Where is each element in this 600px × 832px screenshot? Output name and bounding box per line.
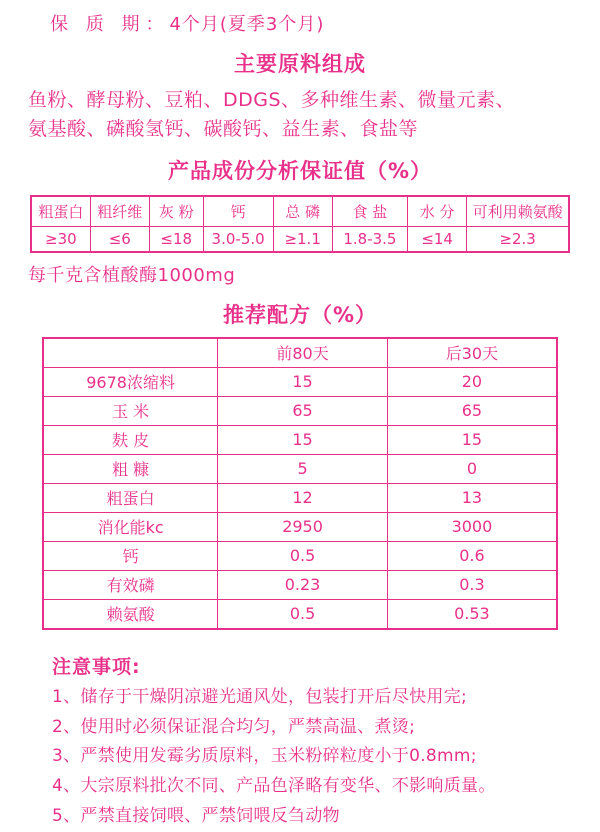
analysis-title: 产品成份分析保证值（%） xyxy=(167,158,433,183)
analysis-header-cell: 灰 粉 xyxy=(149,196,203,227)
formula-row-name: 粗蛋白 xyxy=(43,483,218,512)
formula-row-col2: 0.6 xyxy=(387,541,557,570)
phytase-note: 每千克含植酸酶1000mg xyxy=(28,264,236,286)
table-row xyxy=(43,425,557,454)
list-item: 2、使用时必须保证混合均匀，严禁高温、煮烫; xyxy=(52,716,416,737)
analysis-value-cell: ≥2.3 xyxy=(467,226,569,252)
analysis-table xyxy=(30,195,570,253)
analysis-header-cell: 水 分 xyxy=(408,196,467,227)
analysis-value-row xyxy=(31,226,569,252)
formula-row-name: 有效磷 xyxy=(43,570,218,599)
list-item: 5、严禁直接饲喂、严禁饲喂反刍动物 xyxy=(52,805,340,826)
analysis-value-cell: ≤14 xyxy=(408,226,467,252)
table-row xyxy=(43,599,557,629)
formula-row-col2: 0 xyxy=(387,454,557,483)
table-row xyxy=(43,454,557,483)
formula-row-col1: 65 xyxy=(218,396,388,425)
notes-section xyxy=(22,652,578,832)
formula-row-name: 9678浓缩料 xyxy=(43,367,218,396)
list-item: 4、大宗原料批次不同、产品色泽略有变华、不影响质量。 xyxy=(52,776,496,797)
table-row xyxy=(43,367,557,396)
formula-row-name: 消化能kc xyxy=(43,512,218,541)
table-row xyxy=(43,570,557,599)
formula-row-name: 麸 皮 xyxy=(43,425,218,454)
formula-table-wrap xyxy=(22,337,578,630)
formula-row-name: 玉 米 xyxy=(43,396,218,425)
formula-table xyxy=(42,337,558,630)
table-row xyxy=(43,541,557,570)
formula-row-col2: 15 xyxy=(387,425,557,454)
formula-row-col1: 0.23 xyxy=(218,570,388,599)
analysis-value-cell: ≤18 xyxy=(149,226,203,252)
formula-row-col1: 15 xyxy=(218,425,388,454)
formula-row-col1: 2950 xyxy=(218,512,388,541)
analysis-header-cell: 粗蛋白 xyxy=(31,196,90,227)
shelf-life-line xyxy=(22,0,578,36)
analysis-header-cell: 钙 xyxy=(203,196,273,227)
formula-row-col2: 13 xyxy=(387,483,557,512)
formula-row-col2: 65 xyxy=(387,396,557,425)
formula-row-col2: 3000 xyxy=(387,512,557,541)
ingredients-title: 主要原料组成 xyxy=(234,52,366,76)
table-row xyxy=(43,483,557,512)
notes-list xyxy=(52,683,578,832)
analysis-value-cell: ≤6 xyxy=(90,226,149,252)
list-item: 3、严禁使用发霉劣质原料，玉米粉碎粒度小于0.8mm; xyxy=(52,746,477,767)
formula-row-col1: 0.5 xyxy=(218,541,388,570)
formula-header-row xyxy=(43,338,557,368)
formula-row-name: 钙 xyxy=(43,541,218,570)
formula-row-col2: 0.3 xyxy=(387,570,557,599)
ingredients-line-2: 氨基酸、磷酸氢钙、碳酸钙、益生素、食盐等 xyxy=(28,118,419,141)
list-item: 1、储存于干燥阴凉避光通风处，包装打开后尽快用完; xyxy=(52,686,468,707)
shelf-life-value: 4个月(夏季3个月) xyxy=(169,14,325,35)
analysis-value-cell: 3.0-5.0 xyxy=(203,226,273,252)
analysis-value-cell: 1.8-3.5 xyxy=(332,226,407,252)
ingredients-line-1: 鱼粉、酵母粉、豆粕、DDGS、多种维生素、微量元素、 xyxy=(28,89,516,111)
formula-title: 推荐配方（%） xyxy=(222,302,378,327)
analysis-header-cell: 食 盐 xyxy=(332,196,407,227)
analysis-header-cell: 总 磷 xyxy=(273,196,332,227)
formula-row-col1: 5 xyxy=(218,454,388,483)
analysis-value-cell: ≥1.1 xyxy=(273,226,332,252)
table-row xyxy=(43,512,557,541)
formula-row-name: 赖氨酸 xyxy=(43,599,218,629)
formula-row-col2: 0.53 xyxy=(387,599,557,629)
formula-row-col1: 12 xyxy=(218,483,388,512)
formula-header-cell-period2: 后30天 xyxy=(387,338,557,368)
analysis-table-wrap xyxy=(22,195,578,253)
analysis-header-cell: 可利用赖氨酸 xyxy=(467,196,569,227)
analysis-header-cell: 粗纤维 xyxy=(90,196,149,227)
formula-row-name: 粗 糠 xyxy=(43,454,218,483)
formula-row-col1: 0.5 xyxy=(218,599,388,629)
formula-header-cell-period1: 前80天 xyxy=(218,338,388,368)
formula-row-col2: 20 xyxy=(387,367,557,396)
notes-title: 注意事项: xyxy=(52,655,141,678)
shelf-life-label: 保 质 期： xyxy=(50,14,170,35)
analysis-header-row xyxy=(31,196,569,227)
formula-header-cell-blank xyxy=(43,338,218,368)
table-row xyxy=(43,396,557,425)
formula-row-col1: 15 xyxy=(218,367,388,396)
analysis-value-cell: ≥30 xyxy=(31,226,90,252)
